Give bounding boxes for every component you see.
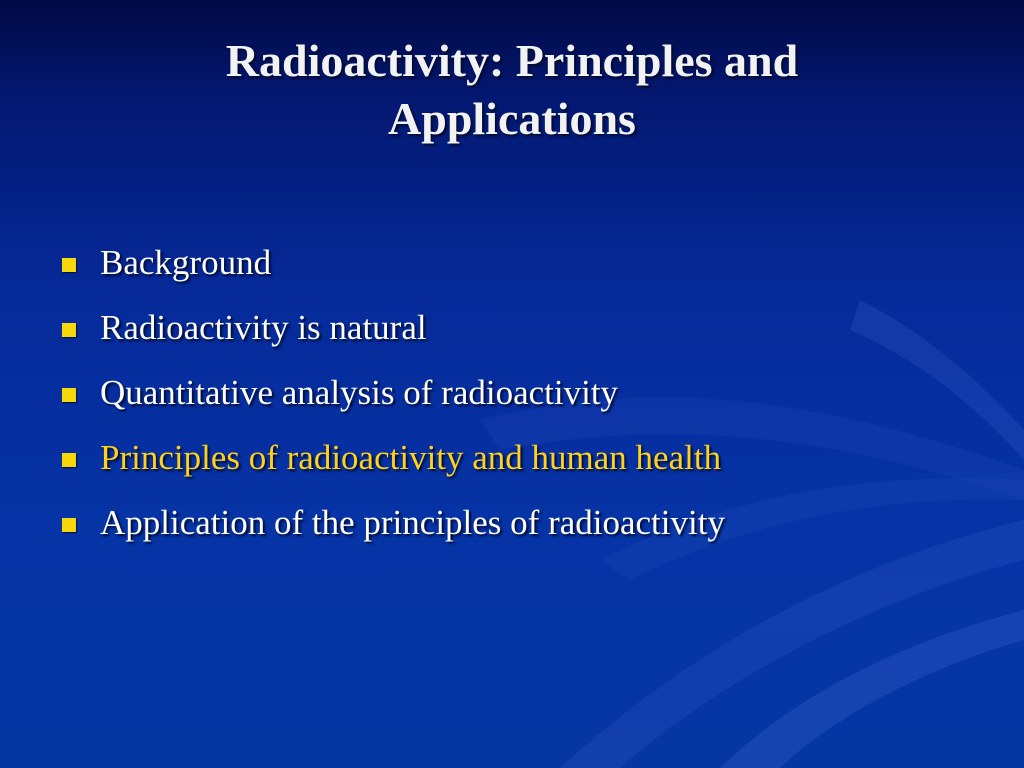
bullet-text-highlighted: Principles of radioactivity and human health	[100, 438, 722, 477]
bullet-item-health	[62, 433, 725, 498]
square-bullet-icon	[62, 453, 76, 467]
bullet-item-quantitative	[62, 368, 725, 433]
bullet-item-natural	[62, 303, 725, 368]
bullet-text: Radioactivity is natural	[100, 308, 427, 347]
slide-title-line-1: Radioactivity: Principles and	[225, 35, 799, 86]
slide-title	[0, 32, 1024, 148]
bullet-item-background	[62, 238, 725, 303]
square-bullet-icon	[62, 518, 76, 532]
square-bullet-icon	[62, 323, 76, 337]
bullet-item-application	[62, 498, 725, 563]
bullet-text: Background	[100, 243, 272, 282]
bullet-text: Quantitative analysis of radioactivity	[100, 373, 619, 412]
bullet-text: Application of the principles of radioactivity	[100, 503, 725, 542]
slide-title-line-2: Applications	[388, 93, 636, 144]
square-bullet-icon	[62, 258, 76, 272]
bullet-list	[62, 238, 725, 563]
square-bullet-icon	[62, 388, 76, 402]
